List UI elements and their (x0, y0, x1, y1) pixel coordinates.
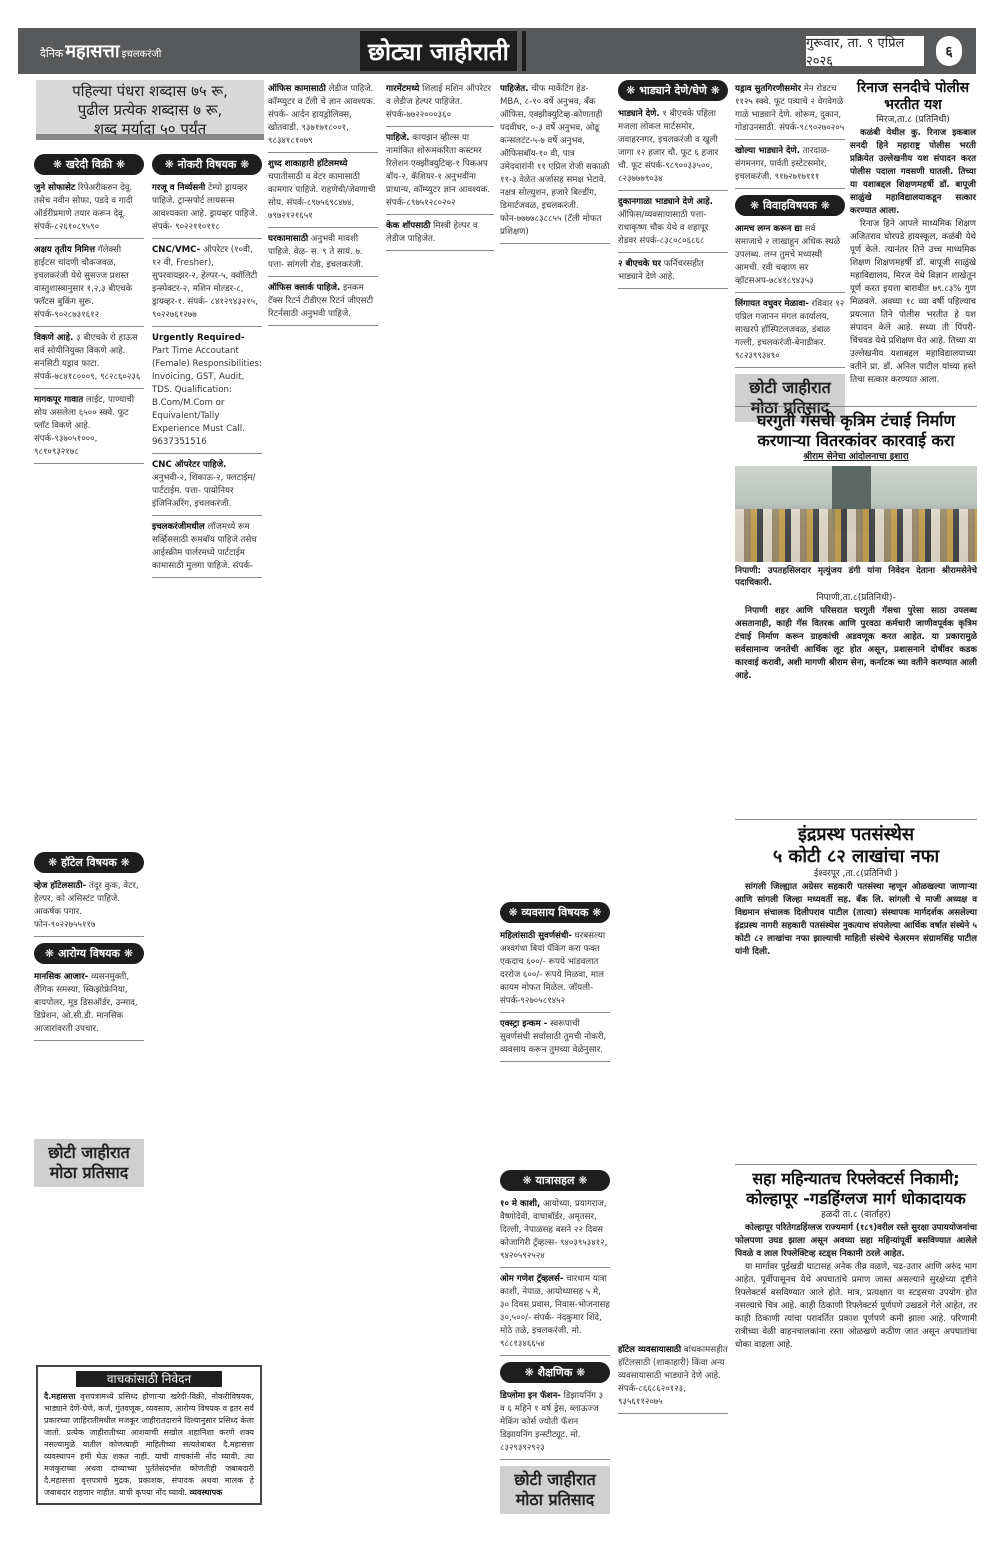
classified-ad (34, 329, 144, 389)
promo-box (500, 1466, 610, 1514)
classified-ad (268, 279, 378, 326)
notice-title: वाचकांसाठी निवेदन (76, 1371, 222, 1387)
promo-line: छोटी जाहीरात (48, 1143, 130, 1162)
ad-head: गरजू व निर्व्यसनी (152, 183, 206, 193)
ad-body: ३ बीएचके रो हाऊस सर्व सोयीनियुक्त विकणे आहे. सनसिटी यड्राव फाटा. संपर्क-७८४१८०००९, ९८२८६०२३६ (34, 333, 141, 382)
classified-ad (386, 80, 494, 127)
column-3 (268, 80, 378, 328)
section-header-arogya: ❋ आरोग्य विषयक ❋ (34, 943, 144, 964)
reader-notice (36, 1365, 262, 1505)
classified-ad (268, 155, 378, 228)
section-header-naukri: ❋ नोकरी विषयक ❋ (152, 154, 262, 175)
classified-ad (735, 142, 845, 189)
ad-head: हॉटेल व्यवसायासाठी (618, 1345, 682, 1355)
classified-ad (618, 255, 728, 289)
news-photo (735, 466, 977, 562)
ad-body: अनुभवी-२, शिकाऊ-२, फ्लटाईम/पार्टटाईम. पत्ता- पायोनियर इंजिनिअरिंग, इचलकरंजी. (152, 473, 256, 509)
section-header-shaikshanik: ❋ शैक्षणिक ❋ (500, 1362, 610, 1383)
ad-head: Urgently Required- (152, 333, 245, 343)
ad-body: शिलाई मशिन ऑपरेटर व लेडीज हेल्पर पाहिजेत. संपर्क-७७२२०००३६० (386, 84, 491, 120)
classified-ad (34, 968, 144, 1041)
ad-body: रिपेअरीकरुन देवू. तसेच नवीन सोफा, पडदे व गादी ऑर्डरीप्रमाणे तयार करून देवू. संपर्क-८२६१०८९५९० (34, 183, 133, 232)
ad-head: दुकानगाळा भाड्याने देणे आहे. (618, 197, 713, 207)
ad-body: चपातीसाठी व वेटर कामासाठी कामगार पाहिजे. राहणेची/जेवणाची सोय. संपर्क-८९७५६९८४७४, ७९७२१२१६५१ (268, 172, 376, 221)
ad-body: व्यसनमुक्ती, लैंगिक समस्या, स्किझोफ्रेनिया, बायपोलर, मूड डिसऑर्डर, उन्माद, डिप्रेशन, ओ.सी.डी. मानसिक आजारांवरती उपचार. (34, 972, 138, 1034)
page-number: ६ (936, 36, 962, 66)
classified-ad (268, 230, 378, 277)
ad-head: घरकामासाठी (268, 234, 309, 244)
ad-head: ऑफिस कामासाठी (268, 84, 326, 94)
classified-ad (500, 927, 610, 1013)
section-header-bhade: ❋ भाड्याने देणे/घेणे ❋ (618, 80, 728, 101)
ad-head: केक शॉपसाठी (386, 221, 431, 231)
classified-ad (34, 179, 144, 239)
notice-signature: व्यवस्थापक (189, 1488, 223, 1497)
ad-body: ऑफिस/व्यवसायासाठी पत्ता- राधाकृष्ण चौक येथे व शहापूर रोडवर संपर्क-८३८०८०६८६८ (618, 210, 709, 246)
classified-ad (735, 295, 845, 368)
ad-head: ऑफिस क्लार्क पाहिजे. (268, 283, 341, 293)
classified-ad (500, 1015, 610, 1062)
classified-ad (618, 1341, 728, 1414)
ad-head: गारमेंटमध्ये (386, 84, 420, 94)
promo-line: मोठा प्रतिसाद (49, 1163, 129, 1182)
ad-head: व्हेज हॉटेलसाठी- (34, 881, 87, 891)
newspaper-brand (40, 39, 360, 63)
article-dateline: मिरज,ता.८ (प्रतिनिधी) (876, 115, 950, 125)
article-headline: ५ कोटी ८२ लाखांचा नफा (772, 846, 940, 867)
ad-body: डिझायनिंग ३ व ६ महिने १ वर्ष ड्रेस, ब्लाऊज्ज मेकिंग कोर्स ज्योती फॅशन डिझायनिंग इन्स्टीट्यूट. मो. ८३२९३९२९२३ (500, 1391, 604, 1453)
ad-head: आमच लग्न करून द्या (735, 224, 803, 234)
ad-head: CNC/VMC- (152, 245, 201, 255)
ad-head: ओम गणेश ट्रॅव्हलर्स- (500, 1274, 564, 1284)
promo-line: छोटी जाहीरात (514, 1470, 596, 1489)
masthead (18, 28, 976, 74)
ad-body: तंदूर कुक, वेटर, हेल्पर, को असिस्टंट पाहिजे. आकर्षक पगार. फोन-९०२२७५५११७ (34, 881, 139, 930)
ad-body: कायझन व्हील्स या नामांकित शोरूमकरिता कस्टमर रिलेशन एक्झीक्युटिव्ह-१ पिकअप बॉय-२, कॅशियर-१ अनुभवींना प्राधान्य, कॉम्प्युटर ज्ञान आवश्यक. संपर्क-८९७५१२८०२०२ (386, 133, 491, 208)
promo-box (34, 1139, 144, 1187)
ad-head: शुध्द शाकाहारी हॉटेलमध्ये (268, 159, 348, 169)
ad-head: CNC ऑपरेटर पाहिजे. (152, 460, 227, 470)
classified-ad (618, 193, 728, 253)
classified-ad (386, 217, 494, 251)
brand-city: इचलकरंजी (121, 49, 162, 60)
ad-head: इचलकरंजीमधील (152, 522, 205, 532)
promo-line: छोटी जाहीरात (749, 378, 831, 397)
ad-head: भाड्याने देणे. (618, 109, 660, 119)
classified-ad (735, 80, 845, 140)
column-2 (152, 148, 262, 580)
rate-line: शब्द मर्यादा ५० पर्यंत (93, 120, 207, 138)
column-6 (618, 80, 728, 1416)
divider (735, 406, 977, 407)
ad-body: घरबसल्या अश्वगंधा बियां पॅकिंग करा फक्त एकदाच ६००/- रूपये भांडवलात दररोज ६००/- रूपये मिळवा, माल कायम मोफत मिळेल. जॉयली- संपर्क-९२७०५८१४५२ (500, 931, 606, 1006)
ad-body: बांधकामसहीत हॉटेलसाठी (शाकाहारी) किंवा अन्य व्यवसायासाठी भाड्याने देणे आहे. संपर्क-८६६८६२०१२३, ९३५६११२०७५ (618, 1345, 728, 1407)
classified-ad (500, 1387, 610, 1460)
ad-body: मेन रोडटच ११२५ स्क्वे. फूट पत्र्याचे २ वेगवेगळे गाळे भाड्याने देणे. शोरूम, दुकान, गोडाउनसाठी. संपर्क-९८९०२७०२०५ (735, 84, 845, 133)
article-headline: घरगुती गॅसची कृत्रिम टंचाई निर्माण (756, 411, 956, 430)
section-header-vyavsay: ❋ व्यवसाय विषयक ❋ (500, 902, 610, 923)
ad-head: खोल्या भाड्याने देणे. (735, 146, 801, 156)
spacer (500, 1064, 610, 1164)
spacer (500, 246, 610, 896)
ad-head: अक्षय तृतीय निमित्त (34, 245, 96, 255)
article-headline: करणाऱ्या वितरकांवर कारवाई करा (757, 431, 955, 450)
ad-head: डिप्लोमा इन फॅशन- (500, 1391, 561, 1401)
ad-body: अनुभवी मावशी पाहिजे. वेळ- स. ९ ते सायं. ७. पत्ता- सांगली रोड, इचलकरंजी. (268, 234, 364, 270)
ad-head: जुने सोफासेट (34, 183, 76, 193)
ad-body: मिस्त्री हेल्पर व लेडीज पाहिजेत. (386, 221, 478, 244)
article-headline: कोल्हापूर -गडहिंग्लज मार्ग धोकादायक (746, 1189, 966, 1208)
ad-body: तारदाळ-संगमनगर, पार्वती इस्टेटसमोर, इचलकरंजी. ९१७२७१७१११ (735, 146, 830, 182)
article-body: या मार्गावर पुईखडी घाटासह अनेक तीव्र वळणे, चढ-उतार आणि अरुंद भाग आहेत. पूर्वीपासूनच येथे अपघातांचे प्रमाण जास्त असल्याने सुरक्षेच्या दृष्टीने रिफ्लेक्टर्स बसविण्यात आले होते. मात्र, प्रत्यक्षात या स्टड्सचा उपयोग होत नसल्याचे चित्र आहे. काही ठिकाणी रिफ्लेक्टर्स पूर्णपणे उखडले गेले आहेत, तर काही ठिकाणी त्यांचा परावर्तित प्रकाश पूर्णपणे कमी झाला आहे. परिणामी रात्रीच्या वेळी वाहनचालकांना रस्ता ओळखणे कठीण जात असून अपघातांचा धोका वाढला आहे. (735, 1262, 977, 1350)
article-body: सांगली जिल्ह्यात अग्रेसर सहकारी पतसंस्था म्हणून ओळखल्या जाणाऱ्या आणि सांगली जिल्हा मध्यवर्ती सह. बँक लि. सांगली चे माजी अध्यक्ष व विद्यमान संचालक दिलीपराव पाटील (तात्या) संस्थापक मार्गदर्शक असलेल्या इंद्रप्रस्थ नागरी सहकारी पतसंस्थेस नुकत्याच संपलेल्या आर्थिक वर्षात संस्थेने ५ कोटी ८२ लाखांचा नफा झाल्याची माहिती संस्थेचे चेअरमन संग्रामसिंह पाटील यांनी दिली. (735, 882, 977, 957)
ad-head: एक्स्ट्रा इन्कम - (500, 1019, 548, 1029)
spacer (34, 466, 144, 846)
section-title: छोट्या जाहीराती (360, 31, 522, 71)
section-header-kharedi-vikri: ❋ खरेदी विक्री ❋ (34, 154, 144, 175)
column-7 (735, 80, 845, 428)
classified-ad (268, 80, 378, 153)
classified-ad (152, 329, 262, 454)
section-header-hotel: ❋ हॉटेल विषयक ❋ (34, 852, 144, 873)
photo-caption: निपाणी: उपतहसिलदार मृत्युंजय डंगी यांना निवेदन देताना श्रीरामसेनेचे पदाधिकारी. (735, 566, 977, 588)
ad-head: पाहिजे. (386, 133, 410, 143)
classified-ad (500, 1270, 610, 1356)
classified-ad (500, 80, 610, 244)
article-headline: सहा महिन्यातच रिफ्लेक्टर्स निकामी; (752, 1169, 960, 1188)
ad-rate-box (36, 80, 264, 140)
ad-body: ऑपरेटर (१०वी, १२ वी, Fresher), सुपरवायझर-२, हेल्पर-५, क्वॉलिटी इन्स्पेक्टर-२, मशिन मोल्डर-८, ड्रायव्हर-१. संपर्क- ८४१२९४३२१५, ९०२२७६१२७७ (152, 245, 258, 320)
article-lead: कळंबी येथील कु. रिनाज इकबाल सनदी हिने महाराष्ट्र पोलीस भरती प्रक्रियेत उल्लेखनीय यश संपादन करत पोलीस पदाला गवसणी घातली. तिच्या या यशाबद्दल शिक्षणमहर्षी डॉ. बापूजी साळुंखे महाविद्यालयाकडून सत्कार करण्यात आला. (850, 128, 976, 216)
promo-line: मोठा प्रतिसाद (750, 398, 830, 417)
news-article-indraprastha (735, 815, 977, 959)
ad-head: २ बीएचके घर (618, 259, 661, 269)
column-5 (500, 80, 610, 1520)
ad-body: गॅलेक्सी हाईटस चांदणी चौकजवळ, इचलकरंजी येथे सुसज्ज प्रशस्त वास्तुशास्त्रानुसार १,२,३ बीएचके फ्लॅटस बुकिंग सुरू. संपर्क-९०२८७३१६१२ (34, 245, 133, 320)
article-body: रिनाज हिने आपले माध्यमिक शिक्षण अजितराव घोरपडे हायस्कूल, कळंबी येथे पूर्ण केले. त्यानंतर तिने उच्च माध्यमिक शिक्षण शिक्षणमहर्षी डॉ. बापूजी साळुंखे महाविद्यालय, मिरज येथे विज्ञान शाखेतून पूर्ण करत इयत्ता बारावीत ७९.८३% गुण मिळवले. अवघ्या १८ व्या वर्षी पहिल्याच प्रयत्नात तिने पोलीस भरतीत हे यश संपादन केले आहे. सध्या ती पिंपरी-चिंचवड येथे प्रशिक्षण घेत आहे. तिच्या या उल्लेखनीय यशाबद्दल महाविद्यालयाच्या वतीने प्रा. डॉ. अनिल पाटील यांच्या हस्ते तिचा सत्कार करण्यात आला. (850, 219, 976, 385)
ad-body: सर्व समाजाचे २ लाखाहून अधिक स्थळे उपलब्ध. लग्न तुमचे मध्यस्थी आमची. रवी चव्हाण सर व्हॉटसअप-७८४१८९४३५३ (735, 224, 841, 286)
brand-prefix: दैनिक (40, 47, 64, 60)
section-header-yatra: ❋ यात्रासहल ❋ (500, 1170, 610, 1191)
classified-ad (735, 220, 845, 293)
ad-head: यड्राव सुतगिरणीसमोर (735, 84, 801, 94)
classified-ad (152, 241, 262, 327)
classified-ad (34, 877, 144, 937)
ad-body: १ बीएचके पहिला मजला लोकल मार्टसमोर, जवाहरनगर, इचलकरंजी व खुली जागा १२ हजार चौ. फूट ६ हजार चौ. फूट संपर्क-९८९००३३५००, ८२३७७७९०३४ (618, 109, 719, 184)
classified-ad (500, 1195, 610, 1268)
notice-body: वृत्तपत्रामध्ये प्रसिध्द होणाऱ्या खरेदी-विक्री, नोकरीविषयक, भाड्याने देणे-घेणे, कर्ज, गुंतवणूक, व्यवसाय, आरोग्य विषयक व इतर सर्व प्रकारच्या जाहिरातीमधील मजकूर जाहीरातदाराने दिल्यानुसार प्रसिध्द केला जातो. प्रत्येक जाहीरातीच्या आशयाची सखोल शहानिशा करणे शक्य नसल्यामुळे यातील कोणत्याही माहितीच्या सत्यतेबाबत दै.महासत्ता व्यवस्थापन हमी घेऊ शकत नाही. याची वाचकांनी नोंद घ्यावी. त्या मजकुराच्या अथवा दाव्याच्या पुर्ततेसंदर्भात कोणतीही जबाबदारी दै.महासत्ता वृत्तपत्राचे मुद्रक, प्रकाशक, संपादक अथवा मालक हे जबाबदार राहणार नाहीत. याची कृपया नोंद घ्यावी. (44, 1392, 254, 1497)
classified-ad (618, 105, 728, 191)
classified-ad (152, 179, 262, 239)
news-article-gas (735, 402, 977, 683)
news-article-rinaj (850, 80, 976, 387)
ad-body: रविवार १२ एप्रिल गजानन मंगल कार्यालय, साखरपे हॉस्पिटलजवळ, डंबाळ गल्ली, इचलकरंजी-बेनाडीकर. ९८२३९९३४९० (735, 299, 845, 361)
classified-ad (386, 129, 494, 215)
divider (735, 819, 977, 820)
classified-ad (152, 518, 262, 578)
ad-head: महिलांसाठी सुवर्णसंधी- (500, 931, 572, 941)
spacer (618, 291, 728, 1341)
article-dateline: हळदी ता.८ (वार्ताहर) (821, 1210, 891, 1220)
classified-ad (152, 456, 262, 516)
article-dateline: ईश्वरपूर ,ता.८(प्रतिनिधी ) (813, 869, 899, 879)
ad-body: लेडीज पाहिजे. कॉम्प्युटर व टॅली चे ज्ञान आवश्यक. संपर्क- आर्दन हायड्रोलिक्स, खोतवाडी. ९३७१७१८००१, ९८३४१८१०७९ (268, 84, 376, 146)
column-1 (34, 148, 144, 1193)
brand-name: महासत्ता (65, 41, 120, 62)
classified-ad (34, 391, 144, 464)
ad-body: लॉजमध्ये रूम सर्व्हिससाठी रूमबॉय पाहिजे तसेच आईस्क्रीम पार्लरमध्ये पार्टटाईम कामासाठी मुलगा पाहिजे. संपर्क- (152, 522, 257, 571)
ad-body: इनकम टॅक्स रिटर्न टीडीएस रिटर्न जीएसटी रिटर्नसाठी अनुभवी पाहिजे. (268, 283, 374, 319)
ad-body: लाईट, पाण्याची सोय असलेला ६५०० स्क्वे. फूट प्लॉट विकणे आहे. संपर्क-९३७०५१०००, ९८१०९३२१७८ (34, 395, 135, 457)
ad-head: मागकपूर गावात (34, 395, 84, 405)
ad-body: चीफ मार्केटिंग हेड- MBA, ८-१० वर्षे अनुभव, बँक ऑफिस, एक्झीक्युटिव्ह-कोणताही पदवीधर, ०-३ वर्षे अनुभव, ओढू कन्सलटंट-५-७ वर्षे अनुभव, ऑफिसबॉय-१० वी, पात्र उमेदवारांनी ११ एप्रिल रोजी सकाळी ११-३ वेळेत अर्जासह समक्ष भेटावे. नक्षत्र सोल्युशन, हजारे बिल्डींग, डिमार्टजवळ, इचलकरंजी. फोन-७७७७८३८८५५ (टॅली मोफत प्रशिक्षण) (500, 84, 610, 237)
photo-people (735, 509, 977, 562)
article-lead: कोल्हापूर परितेगडहिंग्लज राज्यमार्ग (१८९)वरील रस्ते सुरक्षा उपाययोजनांचा फोलपणा उघड झाला असून अवघ्या सहा महिन्यांपूर्वी बसविण्यात आलेले पिवळे व लाल रिफ्लेक्टिव्ह स्टड्स निकामी ठरले आहेत. (735, 1223, 978, 1259)
article-dateline: निपाणी,ता.८(प्रतिनिधी)- (816, 593, 896, 603)
divider (735, 1164, 977, 1165)
notice-brand: दै.महासत्ता (44, 1392, 76, 1401)
article-subhead: श्रीराम सेनेचा आंदोलनाचा इशारा (803, 452, 909, 462)
spacer (34, 1043, 144, 1133)
rate-line: पुढील प्रत्येक शब्दास ७ रू, (77, 101, 223, 119)
article-headline: रिनाज सनदीचे पोलीस भरतीत यश (856, 80, 970, 113)
issue-date: गुरूवार, ता. ९ एप्रिल २०२६ (806, 36, 924, 66)
article-body: निपाणी शहर आणि परिसरात घरगुती गॅसचा पुरेसा साठा उपलब्ध असतानाही, काही गॅस वितरक आणि पुरवठा कर्मचारी जाणीवपूर्वक कृत्रिम टंचाई निर्माण करून ग्राहकांची अडवणूक करत आहेत. या प्रकारामुळे सर्वसामान्य जनतेची आर्थिक लूट होत असून, प्रशासनाने दोषींवर कडक कारवाई करावी, अशी मागणी श्रीराम सेना, कर्नाटक च्या वतीने करण्यात आली आहे. (735, 606, 977, 681)
ad-body: टेम्पो ड्रायव्हर पाहिजे. ट्रान्सपोर्ट लायसन्स आवश्यकता आहे. ड्रायव्हर पाहिजे. संपर्क- ९०२२११०११८ (152, 183, 258, 232)
ad-body: Part Time Accoutant (Female) Responsibilities: Invoicing, GST, Audit, TDS. Qualification: B.Com/M.Com or Equivalent/Tally Experience Must Call. 9637351516 (152, 346, 262, 447)
ad-body: फर्निचरसहीत भाड्याने देणे आहे. (618, 259, 704, 282)
ad-body: स्वरूपाची सुवर्णसंधी सर्वांसाठी तुमची नोकरी, व्यवसाय करून तुमच्या वेळेनुसार. (500, 1019, 607, 1055)
ad-body: चारधाम यात्रा काशी, नेपाळ, आयोध्यासह ५ मे, ३० दिवस प्रवास, निवास-भोजनासह ३०,५००/- संपर्क- नंदकुमार शिंदे, मोठे तळे, इचलकरंजी. मो. ९८८१३४६६५४ (500, 1274, 610, 1349)
ad-head: मानसिक आजार- (34, 972, 89, 982)
ad-head: लिंगायत वधुवर मेळावा- (735, 299, 809, 309)
ad-head: विकणे आहे. (34, 333, 74, 343)
column-4 (386, 80, 494, 253)
ad-head: पाहिजेत. (500, 84, 529, 94)
article-headline: इंद्रप्रस्थ पतसंस्थेस (797, 824, 914, 845)
ad-head: १० मे काशी, (500, 1199, 541, 1209)
news-article-kolhapur (735, 1160, 977, 1352)
section-header-vivah: ❋ विवाहविषयक ❋ (735, 195, 845, 216)
ad-body: आयोध्या, प्रयागराज, वैष्णोदेवी, वाघाबॉर्डर, अमृतसर, दिल्ली, नेपाळसह बसने २२ दिवस कोजागिरी ट्रॅव्हल्स- ९४०३९५३४१२, ९४२०५९२५२४ (500, 1199, 608, 1261)
rate-line: पहिल्या पंधरा शब्दास ७५ रू, (72, 82, 228, 100)
classified-ad (34, 241, 144, 327)
promo-line: मोठा प्रतिसाद (515, 1490, 595, 1509)
